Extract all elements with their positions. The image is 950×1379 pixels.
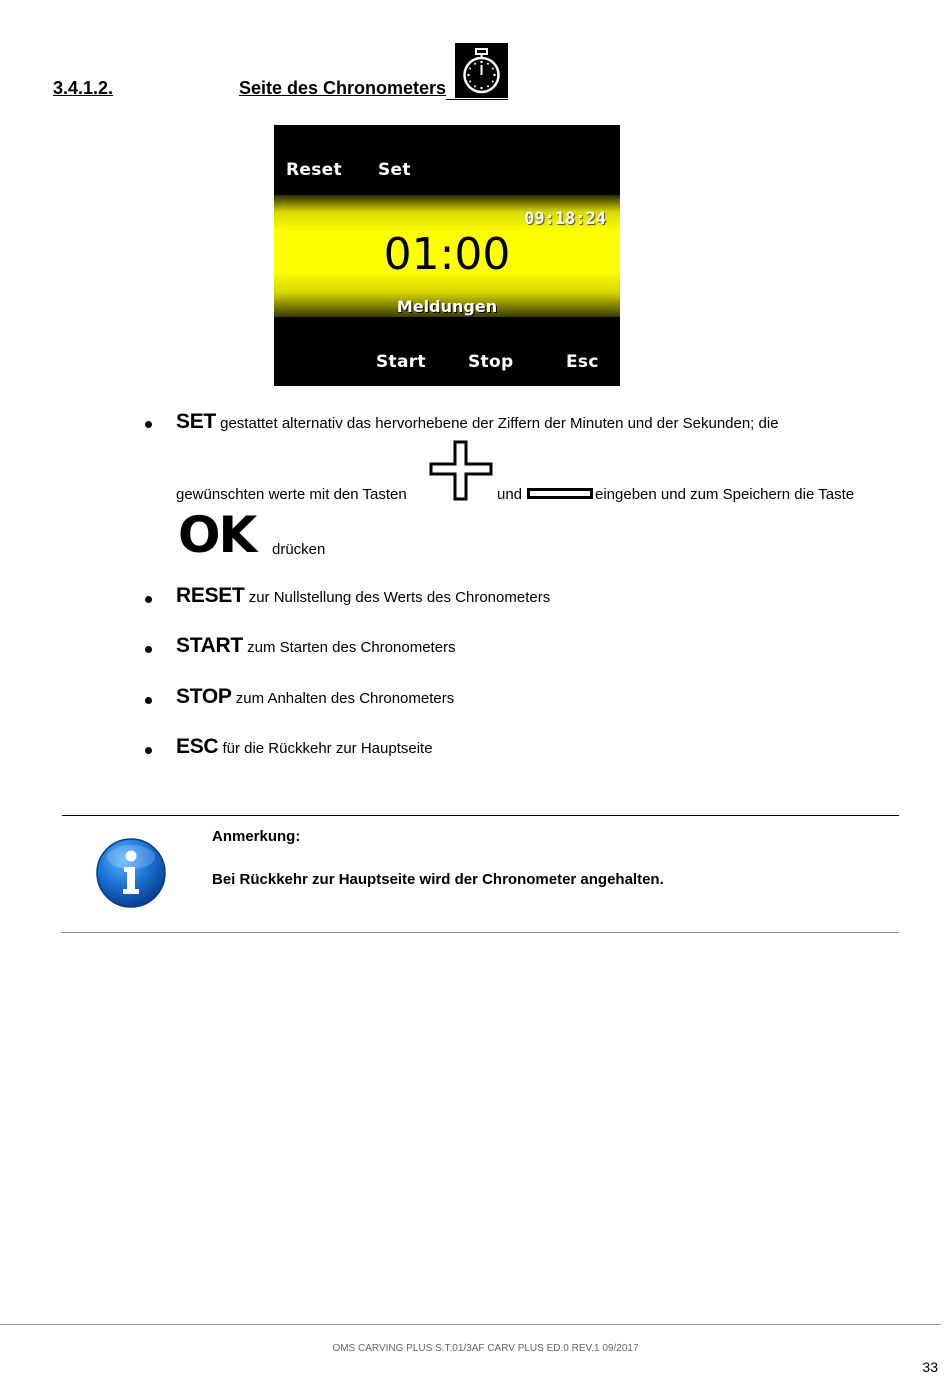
messages-label[interactable]: Meldungen [396, 297, 498, 316]
ok-key-icon: OK [178, 506, 256, 564]
list-item-stop [176, 685, 454, 709]
esc-description: für die Rückkehr zur Hauptseite [222, 740, 433, 757]
title-underline [446, 99, 508, 100]
stop-description: zum Anhalten des Chronometers [235, 690, 455, 707]
esc-button[interactable]: Esc [566, 352, 599, 372]
section-title: Seite des Chronometers [239, 78, 447, 98]
set-description-line3: drücken [272, 541, 326, 558]
page-number: 33 [922, 1359, 938, 1375]
reset-button[interactable]: Reset [286, 160, 342, 180]
start-button[interactable]: Start [376, 352, 426, 372]
start-description: zum Starten des Chronometers [247, 639, 456, 656]
bullet-dot [145, 596, 152, 603]
set-description-line2: gewünschten werte mit den Tasten [176, 486, 407, 503]
set-description: gestattet alternativ das hervorhebene der Ziffern der Minuten und der Sekunden; die [220, 415, 779, 432]
keyword-reset: RESET [176, 584, 245, 607]
set-description-line2-end: eingeben und zum Speichern die Taste [595, 486, 855, 503]
list-item-start [176, 634, 456, 658]
chronometer-screen [274, 125, 620, 386]
list-item-reset [176, 584, 550, 608]
note-bottom-rule [61, 932, 899, 933]
keyword-stop: STOP [176, 685, 232, 708]
minus-key-icon [527, 488, 593, 500]
stopwatch-icon [455, 43, 508, 98]
info-icon [95, 837, 167, 909]
bullet-dot [145, 697, 152, 704]
clock-display: 09:18:24 [524, 209, 606, 229]
note-title: Anmerkung: [212, 828, 301, 845]
keyword-start: START [176, 634, 243, 657]
keyword-esc: ESC [176, 735, 219, 758]
bullet-dot [145, 646, 152, 653]
keyword-set: SET [176, 410, 216, 433]
footer-text: OMS CARVING PLUS S.T.01/3AF CARV PLUS ED.0 REV.1 09/2017 [332, 1343, 639, 1354]
list-item-esc [176, 735, 433, 759]
set-button[interactable]: Set [378, 160, 411, 180]
section-number: 3.4.1.2. [53, 78, 114, 98]
set-description-and: und [497, 486, 523, 503]
bullet-dot [145, 747, 152, 754]
plus-key-icon [429, 440, 493, 502]
list-item-set [176, 410, 779, 434]
timer-value: 01:00 [383, 229, 511, 280]
note-top-rule [62, 815, 899, 816]
bullet-dot [145, 421, 152, 428]
footer-rule [0, 1324, 941, 1325]
note-text: Bei Rückkehr zur Hauptseite wird der Chronometer angehalten. [212, 871, 664, 888]
stop-button[interactable]: Stop [468, 352, 514, 372]
reset-description: zur Nullstellung des Werts des Chronometers [248, 589, 551, 606]
